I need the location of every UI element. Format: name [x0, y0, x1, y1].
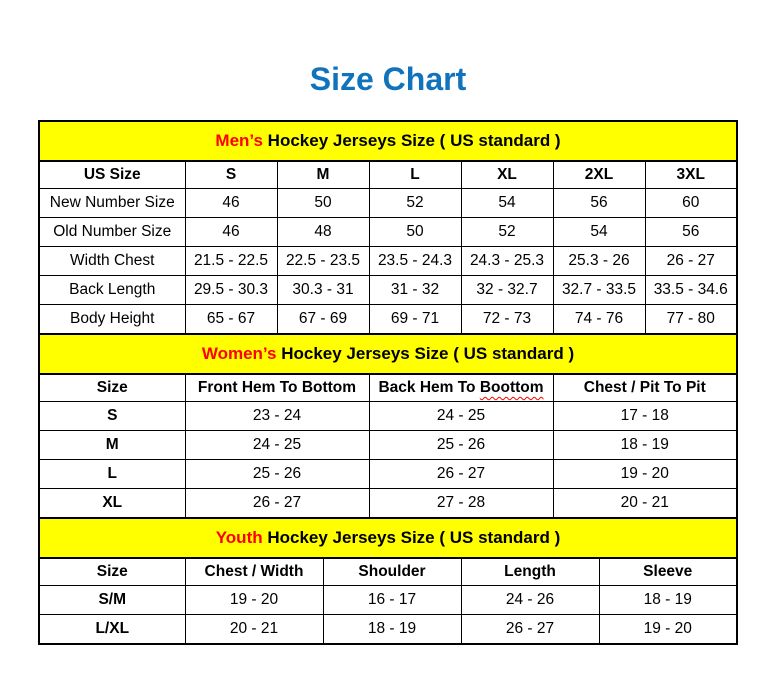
mens-header-cell: 3XL: [645, 161, 737, 189]
womens-row-label: M: [39, 431, 185, 460]
page-title: Size Chart: [309, 61, 467, 97]
mens-band: [39, 121, 737, 161]
mens-value-cell: 32.7 - 33.5: [553, 276, 645, 305]
womens-value-cell: 24 - 25: [185, 431, 369, 460]
mens-row-label: Old Number Size: [39, 218, 185, 247]
youth-header-cell: Shoulder: [323, 558, 461, 586]
womens-band-accent: Women’s: [201, 344, 277, 363]
youth-band-row: [39, 518, 737, 558]
mens-row-label: Width Chest: [39, 247, 185, 276]
mens-value-cell: 23.5 - 24.3: [369, 247, 461, 276]
mens-row-label: Body Height: [39, 305, 185, 335]
mens-value-cell: 22.5 - 23.5: [277, 247, 369, 276]
mens-value-cell: 60: [645, 189, 737, 218]
womens-value-cell: 18 - 19: [553, 431, 737, 460]
mens-value-cell: 26 - 27: [645, 247, 737, 276]
youth-header-cell: Sleeve: [599, 558, 737, 586]
mens-value-cell: 46: [185, 218, 277, 247]
womens-size-table: [38, 333, 738, 519]
mens-value-cell: 54: [461, 189, 553, 218]
womens-row-label: L: [39, 460, 185, 489]
mens-value-cell: 56: [553, 189, 645, 218]
youth-row-label: S/M: [39, 586, 185, 615]
size-tables: [38, 120, 738, 645]
mens-table-row: [39, 305, 737, 335]
mens-value-cell: 50: [277, 189, 369, 218]
youth-header-cell: Chest / Width: [185, 558, 323, 586]
mens-header-cell: US Size: [39, 161, 185, 189]
mens-value-cell: 50: [369, 218, 461, 247]
youth-band-accent: Youth: [215, 528, 263, 547]
womens-row-label: XL: [39, 489, 185, 519]
womens-value-cell: 26 - 27: [369, 460, 553, 489]
misspelled-word: Boottom: [479, 379, 544, 396]
mens-value-cell: 25.3 - 26: [553, 247, 645, 276]
womens-value-cell: 25 - 26: [369, 431, 553, 460]
youth-value-cell: 26 - 27: [461, 615, 599, 645]
youth-header-cell: Size: [39, 558, 185, 586]
womens-table-row: [39, 489, 737, 519]
youth-value-cell: 24 - 26: [461, 586, 599, 615]
youth-value-cell: 19 - 20: [599, 615, 737, 645]
mens-value-cell: 77 - 80: [645, 305, 737, 335]
youth-header-cell: Length: [461, 558, 599, 586]
mens-header-cell: L: [369, 161, 461, 189]
womens-header-cell: Size: [39, 374, 185, 402]
mens-value-cell: 69 - 71: [369, 305, 461, 335]
mens-band-text: Hockey Jerseys Size ( US standard ): [262, 131, 561, 150]
youth-value-cell: 20 - 21: [185, 615, 323, 645]
womens-header-cell: [369, 374, 553, 402]
womens-table-row: [39, 460, 737, 489]
womens-value-cell: 27 - 28: [369, 489, 553, 519]
mens-value-cell: 32 - 32.7: [461, 276, 553, 305]
womens-value-cell: 24 - 25: [369, 402, 553, 431]
womens-header-row: [39, 374, 737, 402]
size-chart-document: [0, 120, 776, 645]
youth-value-cell: 19 - 20: [185, 586, 323, 615]
womens-value-cell: 19 - 20: [553, 460, 737, 489]
womens-value-cell: 17 - 18: [553, 402, 737, 431]
youth-value-cell: 18 - 19: [599, 586, 737, 615]
youth-value-cell: 18 - 19: [323, 615, 461, 645]
youth-header-row: [39, 558, 737, 586]
mens-size-table: [38, 120, 738, 335]
mens-value-cell: 33.5 - 34.6: [645, 276, 737, 305]
mens-value-cell: 24.3 - 25.3: [461, 247, 553, 276]
womens-header-cell: Front Hem To Bottom: [185, 374, 369, 402]
youth-value-cell: 16 - 17: [323, 586, 461, 615]
mens-value-cell: 21.5 - 22.5: [185, 247, 277, 276]
youth-table-row: [39, 615, 737, 645]
mens-value-cell: 48: [277, 218, 369, 247]
womens-band: [39, 334, 737, 374]
mens-value-cell: 54: [553, 218, 645, 247]
mens-row-label: New Number Size: [39, 189, 185, 218]
mens-value-cell: 65 - 67: [185, 305, 277, 335]
mens-value-cell: 46: [185, 189, 277, 218]
mens-value-cell: 29.5 - 30.3: [185, 276, 277, 305]
mens-table-row: [39, 276, 737, 305]
mens-value-cell: 67 - 69: [277, 305, 369, 335]
youth-band: [39, 518, 737, 558]
womens-value-cell: 20 - 21: [553, 489, 737, 519]
mens-band-row: [39, 121, 737, 161]
womens-band-text: Hockey Jerseys Size ( US standard ): [276, 344, 575, 363]
mens-table-row: [39, 218, 737, 247]
womens-value-cell: 26 - 27: [185, 489, 369, 519]
youth-table-row: [39, 586, 737, 615]
womens-table-row: [39, 402, 737, 431]
mens-band-accent: Men’s: [215, 131, 263, 150]
womens-value-cell: 23 - 24: [185, 402, 369, 431]
mens-header-row: [39, 161, 737, 189]
header-text: Back Hem To: [378, 379, 480, 396]
mens-header-cell: XL: [461, 161, 553, 189]
womens-value-cell: 25 - 26: [185, 460, 369, 489]
mens-table-row: [39, 247, 737, 276]
womens-band-row: [39, 334, 737, 374]
youth-band-text: Hockey Jerseys Size ( US standard ): [262, 528, 561, 547]
mens-row-label: Back Length: [39, 276, 185, 305]
womens-row-label: S: [39, 402, 185, 431]
mens-value-cell: 74 - 76: [553, 305, 645, 335]
womens-table-row: [39, 431, 737, 460]
mens-value-cell: 52: [461, 218, 553, 247]
mens-value-cell: 31 - 32: [369, 276, 461, 305]
youth-row-label: L/XL: [39, 615, 185, 645]
mens-value-cell: 30.3 - 31: [277, 276, 369, 305]
mens-header-cell: M: [277, 161, 369, 189]
mens-value-cell: 56: [645, 218, 737, 247]
mens-value-cell: 72 - 73: [461, 305, 553, 335]
youth-size-table: [38, 517, 738, 645]
mens-header-cell: S: [185, 161, 277, 189]
womens-header-cell: Chest / Pit To Pit: [553, 374, 737, 402]
mens-header-cell: 2XL: [553, 161, 645, 189]
mens-table-row: [39, 189, 737, 218]
mens-value-cell: 52: [369, 189, 461, 218]
